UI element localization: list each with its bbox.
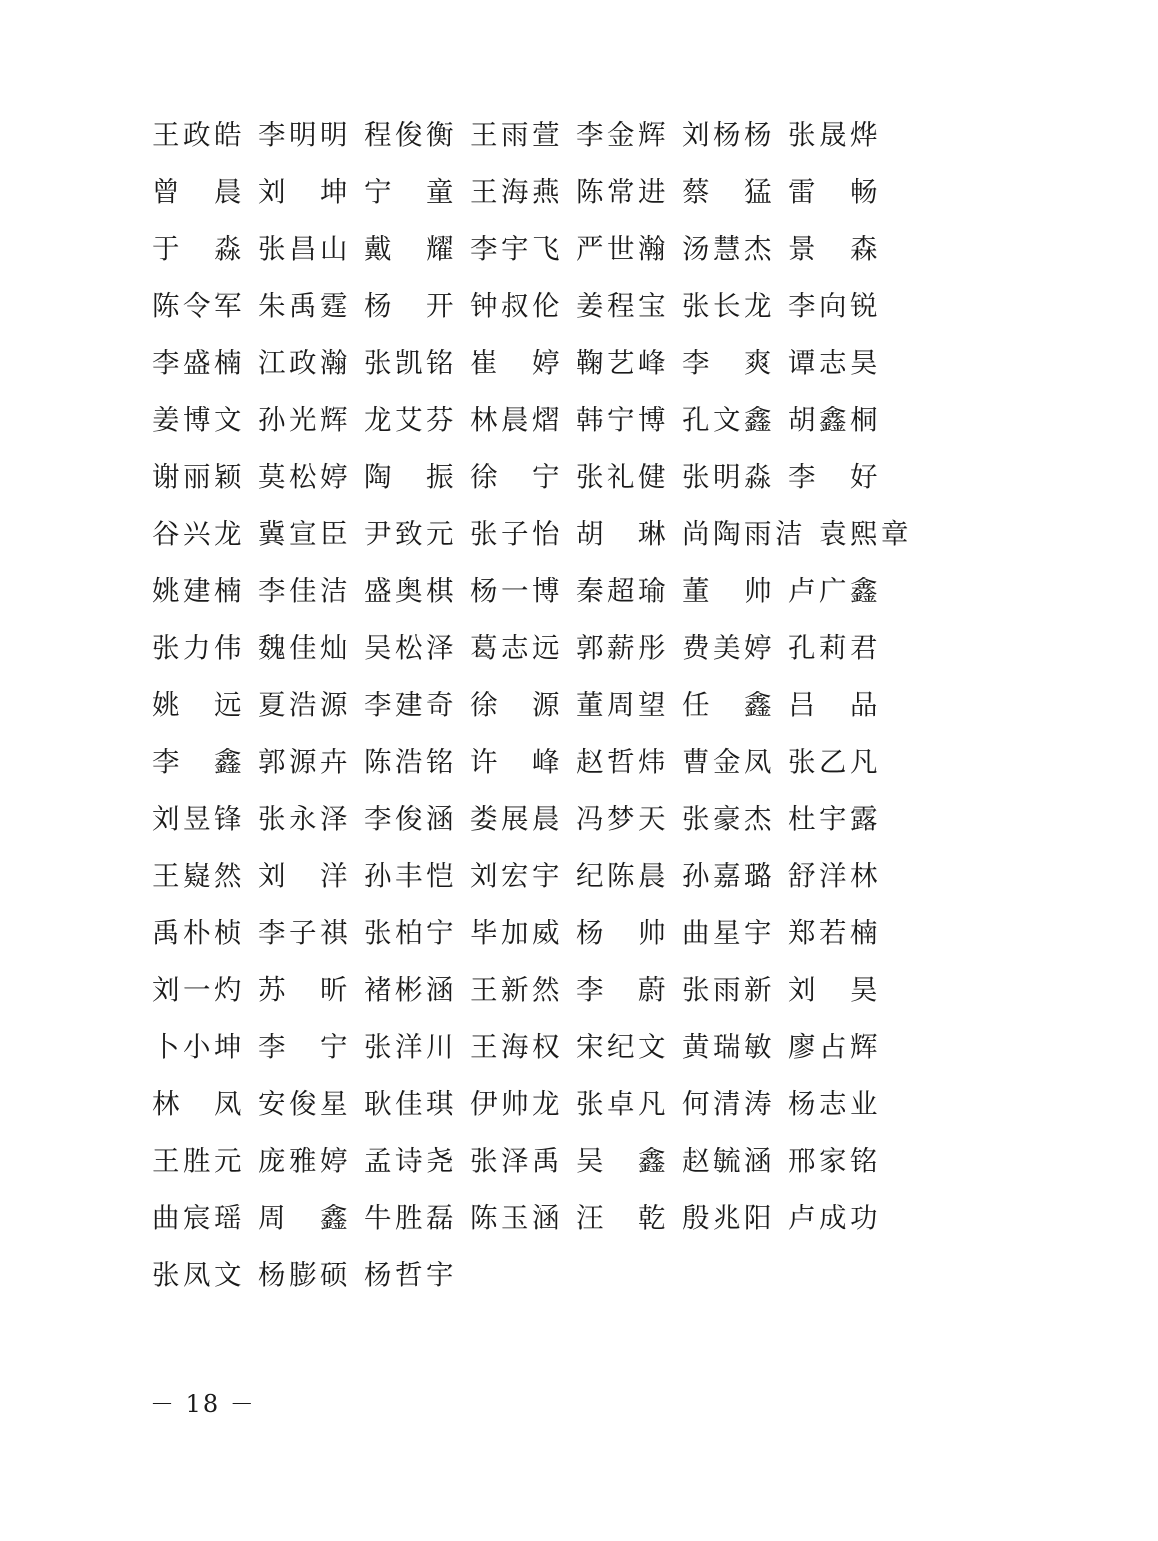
- name-item: 张雨新: [682, 973, 775, 1006]
- name-item: 郭薪彤: [576, 631, 669, 664]
- name-item: 张洋川: [364, 1030, 457, 1063]
- name-item: 吕 品: [788, 688, 881, 721]
- name-item: 王雨萱: [470, 118, 563, 151]
- name-row: [152, 904, 952, 961]
- name-item: 魏佳灿: [258, 631, 351, 664]
- name-item: 娄展晨: [470, 802, 563, 835]
- name-item: 陈常进: [576, 175, 669, 208]
- name-item: 杨志业: [788, 1087, 881, 1120]
- name-item: 陈令军: [152, 289, 245, 322]
- name-item: 黄瑞敏: [682, 1030, 775, 1063]
- name-item: 周 鑫: [258, 1201, 351, 1234]
- name-item: 李子祺: [258, 916, 351, 949]
- name-item: 曲星宇: [682, 916, 775, 949]
- name-item: 尹致元: [364, 517, 457, 550]
- name-item: 李俊涵: [364, 802, 457, 835]
- name-item: 刘昱锋: [152, 802, 245, 835]
- name-item: 盛奥棋: [364, 574, 457, 607]
- name-item: 宋纪文: [576, 1030, 669, 1063]
- name-item: 费美婷: [682, 631, 775, 664]
- name-item: 孔莉君: [788, 631, 881, 664]
- name-item: 张乙凡: [788, 745, 881, 778]
- name-item: 王海权: [470, 1030, 563, 1063]
- name-item: 谢丽颖: [152, 460, 245, 493]
- name-item: 伊帅龙: [470, 1087, 563, 1120]
- name-item: 严世瀚: [576, 232, 669, 265]
- name-item: 姚建楠: [152, 574, 245, 607]
- name-row: [152, 961, 952, 1018]
- name-item: 陈浩铭: [364, 745, 457, 778]
- name-item: 景 森: [788, 232, 881, 265]
- name-item: 雷 畅: [788, 175, 881, 208]
- name-item: 郑若楠: [788, 916, 881, 949]
- name-item: 毕加威: [470, 916, 563, 949]
- name-item: 王新然: [470, 973, 563, 1006]
- name-item: 苏 昕: [258, 973, 351, 1006]
- name-item: 王政皓: [152, 118, 245, 151]
- name-item: 秦超瑜: [576, 574, 669, 607]
- name-item: 杨 帅: [576, 916, 669, 949]
- name-row: [152, 619, 952, 676]
- name-item: 钟叔伦: [470, 289, 563, 322]
- name-item: 廖占辉: [788, 1030, 881, 1063]
- name-item: 林晨熠: [470, 403, 563, 436]
- name-item: 庞雅婷: [258, 1144, 351, 1177]
- name-item: 汤慧杰: [682, 232, 775, 265]
- name-item: 龙艾芬: [364, 403, 457, 436]
- name-item: 耿佳琪: [364, 1087, 457, 1120]
- name-item: 袁熙章: [819, 517, 912, 550]
- name-item: 郭源卉: [258, 745, 351, 778]
- name-item: 张卓凡: [576, 1087, 669, 1120]
- name-item: 谷兴龙: [152, 517, 245, 550]
- name-list: [152, 106, 952, 1303]
- name-item: 曹金凤: [682, 745, 775, 778]
- name-item: 林 凤: [152, 1087, 245, 1120]
- name-item: 舒洋林: [788, 859, 881, 892]
- name-item: 刘宏宇: [470, 859, 563, 892]
- name-row: [152, 562, 952, 619]
- name-item: 张凯铭: [364, 346, 457, 379]
- name-item: 李金辉: [576, 118, 669, 151]
- name-item: 张长龙: [682, 289, 775, 322]
- name-item: 卜小坤: [152, 1030, 245, 1063]
- name-item: 任 鑫: [682, 688, 775, 721]
- name-item: 董周望: [576, 688, 669, 721]
- name-item: 孟诗尧: [364, 1144, 457, 1177]
- name-item: 李向锐: [788, 289, 881, 322]
- name-item: 张力伟: [152, 631, 245, 664]
- name-item: 张豪杰: [682, 802, 775, 835]
- name-item: 孙丰恺: [364, 859, 457, 892]
- name-item: 张柏宁: [364, 916, 457, 949]
- name-item: 汪 乾: [576, 1201, 669, 1234]
- name-item: 宁 童: [364, 175, 457, 208]
- name-item: 戴 耀: [364, 232, 457, 265]
- name-item: 江政瀚: [258, 346, 351, 379]
- name-item: 张昌山: [258, 232, 351, 265]
- name-item: 李 鑫: [152, 745, 245, 778]
- name-row: [152, 1132, 952, 1189]
- name-item: 朱禹霆: [258, 289, 351, 322]
- name-item: 谭志昊: [788, 346, 881, 379]
- name-row: [152, 1018, 952, 1075]
- name-item: 许 峰: [470, 745, 563, 778]
- name-item: 张子怡: [470, 517, 563, 550]
- name-item: 纪陈晨: [576, 859, 669, 892]
- name-item: 李宇飞: [470, 232, 563, 265]
- name-item: 夏浩源: [258, 688, 351, 721]
- name-item: 孙光辉: [258, 403, 351, 436]
- name-item: 王嶷然: [152, 859, 245, 892]
- name-row: [152, 1189, 952, 1246]
- name-item: 吴松泽: [364, 631, 457, 664]
- name-item: 何清涛: [682, 1087, 775, 1120]
- name-item: 殷兆阳: [682, 1201, 775, 1234]
- name-row: [152, 847, 952, 904]
- name-item: 张明淼: [682, 460, 775, 493]
- name-row: [152, 733, 952, 790]
- name-item: 李 蔚: [576, 973, 669, 1006]
- name-item: 徐 宁: [470, 460, 563, 493]
- name-item: 孙嘉璐: [682, 859, 775, 892]
- name-item: 李 爽: [682, 346, 775, 379]
- name-item: 徐 源: [470, 688, 563, 721]
- name-item: 尚陶雨洁: [682, 517, 806, 550]
- name-row: [152, 391, 952, 448]
- name-item: 刘 昊: [788, 973, 881, 1006]
- name-item: 胡鑫桐: [788, 403, 881, 436]
- name-item: 卢成功: [788, 1201, 881, 1234]
- name-item: 张礼健: [576, 460, 669, 493]
- name-item: 李 好: [788, 460, 881, 493]
- name-item: 陈玉涵: [470, 1201, 563, 1234]
- name-row: [152, 106, 952, 163]
- name-item: 禹朴桢: [152, 916, 245, 949]
- name-item: 李明明: [258, 118, 351, 151]
- name-item: 曲宸瑶: [152, 1201, 245, 1234]
- name-item: 冀宣臣: [258, 517, 351, 550]
- name-item: 杨哲宇: [364, 1258, 457, 1291]
- name-item: 赵毓涵: [682, 1144, 775, 1177]
- name-row: [152, 448, 952, 505]
- name-item: 王胜元: [152, 1144, 245, 1177]
- name-item: 蔡 猛: [682, 175, 775, 208]
- name-item: 赵哲炜: [576, 745, 669, 778]
- page-number: － 18 －: [150, 1390, 256, 1418]
- name-item: 程俊衡: [364, 118, 457, 151]
- name-item: 安俊星: [258, 1087, 351, 1120]
- name-item: 姚 远: [152, 688, 245, 721]
- name-item: 姜博文: [152, 403, 245, 436]
- name-item: 陶 振: [364, 460, 457, 493]
- name-item: 褚彬涵: [364, 973, 457, 1006]
- name-item: 孔文鑫: [682, 403, 775, 436]
- name-item: 张永泽: [258, 802, 351, 835]
- name-item: 李盛楠: [152, 346, 245, 379]
- name-item: 鞠艺峰: [576, 346, 669, 379]
- name-row: [152, 277, 952, 334]
- name-item: 于 淼: [152, 232, 245, 265]
- name-item: 董 帅: [682, 574, 775, 607]
- name-item: 莫松婷: [258, 460, 351, 493]
- name-item: 杜宇露: [788, 802, 881, 835]
- name-item: 杨膨硕: [258, 1258, 351, 1291]
- name-item: 李 宁: [258, 1030, 351, 1063]
- name-item: 李佳洁: [258, 574, 351, 607]
- name-item: 曾 晨: [152, 175, 245, 208]
- name-row: [152, 790, 952, 847]
- name-item: 刘 坤: [258, 175, 351, 208]
- name-item: 邢家铭: [788, 1144, 881, 1177]
- name-item: 刘 洋: [258, 859, 351, 892]
- name-item: 张晟烨: [788, 118, 881, 151]
- name-item: 牛胜磊: [364, 1201, 457, 1234]
- name-item: 卢广鑫: [788, 574, 881, 607]
- name-row: [152, 334, 952, 391]
- name-row: [152, 1246, 952, 1303]
- name-row: [152, 505, 952, 562]
- name-item: 冯梦天: [576, 802, 669, 835]
- name-item: 韩宁博: [576, 403, 669, 436]
- name-row: [152, 1075, 952, 1132]
- name-row: [152, 163, 952, 220]
- name-item: 吴 鑫: [576, 1144, 669, 1177]
- name-item: 刘一灼: [152, 973, 245, 1006]
- name-item: 王海燕: [470, 175, 563, 208]
- name-row: [152, 676, 952, 733]
- name-item: 杨一博: [470, 574, 563, 607]
- name-item: 张凤文: [152, 1258, 245, 1291]
- name-item: 杨 开: [364, 289, 457, 322]
- name-item: 李建奇: [364, 688, 457, 721]
- name-item: 胡 琳: [576, 517, 669, 550]
- name-item: 张泽禹: [470, 1144, 563, 1177]
- name-item: 崔 婷: [470, 346, 563, 379]
- name-item: 刘杨杨: [682, 118, 775, 151]
- name-row: [152, 220, 952, 277]
- name-item: 姜程宝: [576, 289, 669, 322]
- name-item: 葛志远: [470, 631, 563, 664]
